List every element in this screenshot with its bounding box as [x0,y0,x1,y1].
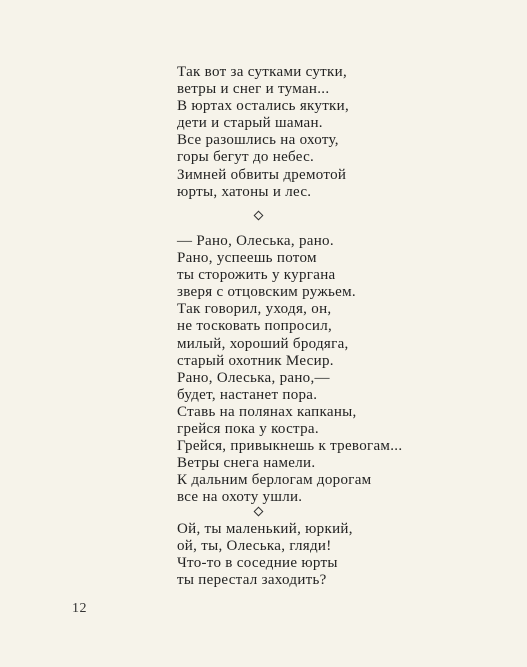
poem-line: Рано, Олеська, рано,— [177,369,330,386]
poem-line: грейся пока у костра. [177,421,319,438]
stanza-3 [177,521,353,589]
poem-line: К дальним берлогам дорогам [177,472,372,489]
poem-line: ты перестал заходить? [177,572,327,589]
stanza-1 [177,64,349,201]
poem-line: Так вот за сутками сутки, [177,64,347,80]
poem-line: Так говорил, уходя, он, [177,301,332,318]
poem-line: Грейся, привыкнешь к тревогам... [177,438,403,455]
poem-line: ветры и снег и туман... [177,81,330,98]
poem-line: милый, хороший бродяга, [177,335,349,352]
poem-line: ты сторожить у кургана [177,267,336,284]
poem-line: Ставь на полянах капканы, [177,403,357,420]
poem-line: юрты, хатоны и лес. [177,183,312,200]
poem-line: ой, ты, Олеська, гляди! [177,538,332,555]
poem-line: Рано, успеешь потом [177,250,317,267]
poem-line: Зимней обвиты дремотой [177,166,347,183]
page-number: 12 [72,601,87,616]
poem-line: — Рано, Олеська, рано. [177,233,334,249]
poem-line: Что-то в соседние юрты [177,555,338,572]
poem-line: дети и старый шаман. [177,115,323,132]
diamond-ornament-icon [254,507,264,517]
poem-line: зверя с отцовским ружьем. [177,284,356,301]
poem-line: Ой, ты маленький, юркий, [177,521,353,537]
poem-line: горы бегут до небес. [177,149,315,166]
poem-line: старый охотник Месир. [177,352,334,369]
poem-line: будет, настанет пора. [177,386,318,403]
poem-line: В юртах остались якутки, [177,98,350,115]
stanza-2 [177,233,402,507]
poem-line: не тосковать попросил, [177,318,333,335]
poem-line: Все разошлись на охоту, [177,132,339,149]
poem-line: все на охоту ушли. [177,489,303,506]
poem-line: Ветры снега намели. [177,455,316,472]
diamond-ornament-icon [254,211,264,221]
